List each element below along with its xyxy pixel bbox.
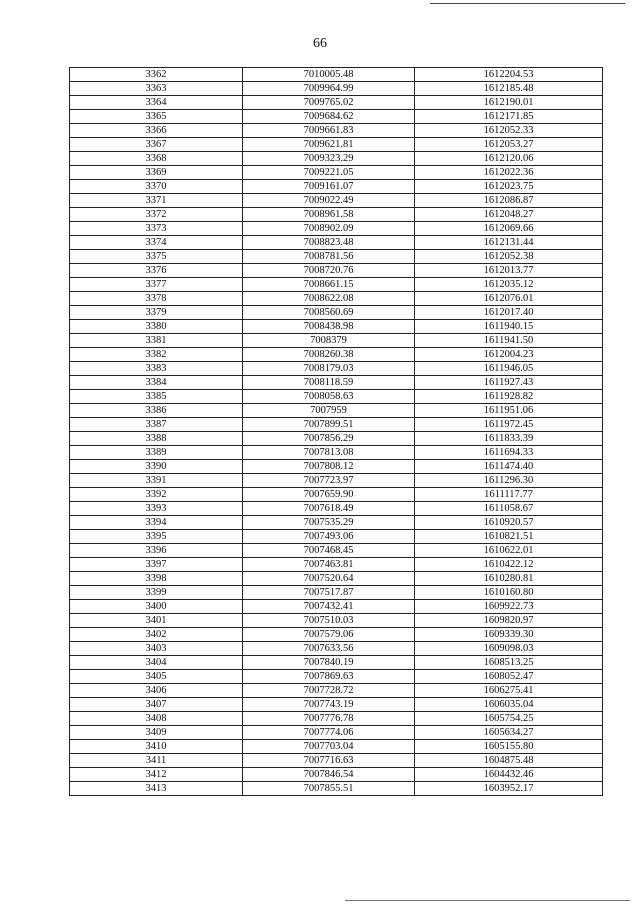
table-row — [70, 264, 603, 278]
x-coordinate-cell: 7007659.90 — [243, 488, 415, 502]
point-number-cell: 3395 — [70, 530, 243, 544]
x-coordinate-cell: 7007743.19 — [243, 698, 415, 712]
x-coordinate-cell: 7007463.81 — [243, 558, 415, 572]
x-coordinate-cell: 7009022.49 — [243, 194, 415, 208]
x-coordinate-cell: 7007808.12 — [243, 460, 415, 474]
table-row — [70, 488, 603, 502]
point-number-cell: 3389 — [70, 446, 243, 460]
table-row — [70, 222, 603, 236]
point-number-cell: 3411 — [70, 754, 243, 768]
x-coordinate-cell: 7008720.76 — [243, 264, 415, 278]
table-row — [70, 306, 603, 320]
point-number-cell: 3403 — [70, 642, 243, 656]
point-number-cell: 3393 — [70, 502, 243, 516]
x-coordinate-cell: 7007899.51 — [243, 418, 415, 432]
y-coordinate-cell: 1612013.77 — [415, 264, 603, 278]
y-coordinate-cell: 1611694.33 — [415, 446, 603, 460]
y-coordinate-cell: 1612053.27 — [415, 138, 603, 152]
x-coordinate-cell: 7007520.64 — [243, 572, 415, 586]
y-coordinate-cell: 1611117.77 — [415, 488, 603, 502]
point-number-cell: 3380 — [70, 320, 243, 334]
x-coordinate-cell: 7007813.08 — [243, 446, 415, 460]
x-coordinate-cell: 7007517.87 — [243, 586, 415, 600]
table-row — [70, 544, 603, 558]
point-number-cell: 3394 — [70, 516, 243, 530]
table-row — [70, 404, 603, 418]
y-coordinate-cell: 1612076.01 — [415, 292, 603, 306]
table-row — [70, 726, 603, 740]
point-number-cell: 3372 — [70, 208, 243, 222]
point-number-cell: 3396 — [70, 544, 243, 558]
y-coordinate-cell: 1612171.85 — [415, 110, 603, 124]
y-coordinate-cell: 1612023.75 — [415, 180, 603, 194]
point-number-cell: 3377 — [70, 278, 243, 292]
y-coordinate-cell: 1609098.03 — [415, 642, 603, 656]
x-coordinate-cell: 7007633.56 — [243, 642, 415, 656]
table-row — [70, 152, 603, 166]
point-number-cell: 3374 — [70, 236, 243, 250]
table-row — [70, 334, 603, 348]
x-coordinate-cell: 7008781.56 — [243, 250, 415, 264]
point-number-cell: 3371 — [70, 194, 243, 208]
x-coordinate-cell: 7008961.58 — [243, 208, 415, 222]
x-coordinate-cell: 7010005.48 — [243, 68, 415, 82]
point-number-cell: 3375 — [70, 250, 243, 264]
y-coordinate-cell: 1606035.04 — [415, 698, 603, 712]
x-coordinate-cell: 7009765.02 — [243, 96, 415, 110]
x-coordinate-cell: 7007493.06 — [243, 530, 415, 544]
table-row — [70, 292, 603, 306]
y-coordinate-cell: 1612204.53 — [415, 68, 603, 82]
table-row — [70, 348, 603, 362]
table-row — [70, 250, 603, 264]
y-coordinate-cell: 1612185.48 — [415, 82, 603, 96]
table-row — [70, 516, 603, 530]
table-row — [70, 684, 603, 698]
table-row — [70, 376, 603, 390]
y-coordinate-cell: 1612069.66 — [415, 222, 603, 236]
point-number-cell: 3400 — [70, 600, 243, 614]
point-number-cell: 3381 — [70, 334, 243, 348]
y-coordinate-cell: 1611941.50 — [415, 334, 603, 348]
y-coordinate-cell: 1610920.57 — [415, 516, 603, 530]
x-coordinate-cell: 7009323.29 — [243, 152, 415, 166]
table-row — [70, 614, 603, 628]
table-row — [70, 110, 603, 124]
bottom-edge-rule — [345, 900, 630, 901]
point-number-cell: 3413 — [70, 782, 243, 796]
x-coordinate-cell: 7008179.03 — [243, 362, 415, 376]
table-row — [70, 194, 603, 208]
y-coordinate-cell: 1612004.23 — [415, 348, 603, 362]
point-number-cell: 3376 — [70, 264, 243, 278]
table-row — [70, 320, 603, 334]
y-coordinate-cell: 1612017.40 — [415, 306, 603, 320]
point-number-cell: 3387 — [70, 418, 243, 432]
x-coordinate-cell: 7007840.19 — [243, 656, 415, 670]
x-coordinate-cell: 7008260.38 — [243, 348, 415, 362]
point-number-cell: 3391 — [70, 474, 243, 488]
point-number-cell: 3373 — [70, 222, 243, 236]
y-coordinate-cell: 1612120.06 — [415, 152, 603, 166]
y-coordinate-cell: 1610622.01 — [415, 544, 603, 558]
point-number-cell: 3386 — [70, 404, 243, 418]
x-coordinate-cell: 7008118.59 — [243, 376, 415, 390]
x-coordinate-cell: 7007618.49 — [243, 502, 415, 516]
table-row — [70, 96, 603, 110]
table-row — [70, 208, 603, 222]
y-coordinate-cell: 1611474.40 — [415, 460, 603, 474]
x-coordinate-cell: 7008379 — [243, 334, 415, 348]
x-coordinate-cell: 7009661.83 — [243, 124, 415, 138]
coordinates-table — [69, 67, 603, 796]
x-coordinate-cell: 7009684.62 — [243, 110, 415, 124]
table-row — [70, 166, 603, 180]
y-coordinate-cell: 1608052.47 — [415, 670, 603, 684]
x-coordinate-cell: 7007959 — [243, 404, 415, 418]
x-coordinate-cell: 7007703.04 — [243, 740, 415, 754]
table-row — [70, 138, 603, 152]
point-number-cell: 3390 — [70, 460, 243, 474]
table-row — [70, 698, 603, 712]
y-coordinate-cell: 1606275.41 — [415, 684, 603, 698]
x-coordinate-cell: 7009161.07 — [243, 180, 415, 194]
table-row — [70, 418, 603, 432]
point-number-cell: 3404 — [70, 656, 243, 670]
x-coordinate-cell: 7008622.08 — [243, 292, 415, 306]
page-number: 66 — [313, 36, 327, 51]
point-number-cell: 3406 — [70, 684, 243, 698]
y-coordinate-cell: 1612052.33 — [415, 124, 603, 138]
table-row — [70, 600, 603, 614]
y-coordinate-cell: 1610422.12 — [415, 558, 603, 572]
x-coordinate-cell: 7007856.29 — [243, 432, 415, 446]
y-coordinate-cell: 1612086.87 — [415, 194, 603, 208]
point-number-cell: 3384 — [70, 376, 243, 390]
point-number-cell: 3363 — [70, 82, 243, 96]
x-coordinate-cell: 7007855.51 — [243, 782, 415, 796]
x-coordinate-cell: 7009621.81 — [243, 138, 415, 152]
x-coordinate-cell: 7007510.03 — [243, 614, 415, 628]
table-row — [70, 740, 603, 754]
table-row — [70, 502, 603, 516]
point-number-cell: 3409 — [70, 726, 243, 740]
x-coordinate-cell: 7008438.98 — [243, 320, 415, 334]
point-number-cell: 3383 — [70, 362, 243, 376]
x-coordinate-cell: 7009964.99 — [243, 82, 415, 96]
table-row — [70, 558, 603, 572]
table-row — [70, 390, 603, 404]
point-number-cell: 3362 — [70, 68, 243, 82]
table-row — [70, 236, 603, 250]
x-coordinate-cell: 7007776.78 — [243, 712, 415, 726]
y-coordinate-cell: 1612035.12 — [415, 278, 603, 292]
y-coordinate-cell: 1604875.48 — [415, 754, 603, 768]
table-row — [70, 530, 603, 544]
x-coordinate-cell: 7007468.45 — [243, 544, 415, 558]
y-coordinate-cell: 1611833.39 — [415, 432, 603, 446]
y-coordinate-cell: 1609922.73 — [415, 600, 603, 614]
top-edge-rule — [430, 3, 625, 4]
point-number-cell: 3370 — [70, 180, 243, 194]
x-coordinate-cell: 7008058.63 — [243, 390, 415, 404]
x-coordinate-cell: 7007846.54 — [243, 768, 415, 782]
x-coordinate-cell: 7008560.69 — [243, 306, 415, 320]
table-row — [70, 432, 603, 446]
point-number-cell: 3405 — [70, 670, 243, 684]
table-row — [70, 628, 603, 642]
table-row — [70, 82, 603, 96]
y-coordinate-cell: 1610821.51 — [415, 530, 603, 544]
point-number-cell: 3388 — [70, 432, 243, 446]
x-coordinate-cell: 7007774.06 — [243, 726, 415, 740]
table-row — [70, 656, 603, 670]
table-row — [70, 446, 603, 460]
y-coordinate-cell: 1612131.44 — [415, 236, 603, 250]
y-coordinate-cell: 1612048.27 — [415, 208, 603, 222]
point-number-cell: 3392 — [70, 488, 243, 502]
y-coordinate-cell: 1604432.46 — [415, 768, 603, 782]
point-number-cell: 3412 — [70, 768, 243, 782]
point-number-cell: 3369 — [70, 166, 243, 180]
x-coordinate-cell: 7007716.63 — [243, 754, 415, 768]
table-row — [70, 712, 603, 726]
x-coordinate-cell: 7008661.15 — [243, 278, 415, 292]
y-coordinate-cell: 1611946.05 — [415, 362, 603, 376]
y-coordinate-cell: 1611058.67 — [415, 502, 603, 516]
x-coordinate-cell: 7009221.05 — [243, 166, 415, 180]
table-row — [70, 642, 603, 656]
coordinates-table-body — [70, 68, 603, 796]
y-coordinate-cell: 1611928.82 — [415, 390, 603, 404]
table-row — [70, 586, 603, 600]
point-number-cell: 3398 — [70, 572, 243, 586]
y-coordinate-cell: 1612052.38 — [415, 250, 603, 264]
point-number-cell: 3402 — [70, 628, 243, 642]
point-number-cell: 3378 — [70, 292, 243, 306]
x-coordinate-cell: 7007432.41 — [243, 600, 415, 614]
y-coordinate-cell: 1609820.97 — [415, 614, 603, 628]
point-number-cell: 3399 — [70, 586, 243, 600]
table-row — [70, 768, 603, 782]
point-number-cell: 3366 — [70, 124, 243, 138]
point-number-cell: 3364 — [70, 96, 243, 110]
x-coordinate-cell: 7007728.72 — [243, 684, 415, 698]
table-row — [70, 460, 603, 474]
y-coordinate-cell: 1605634.27 — [415, 726, 603, 740]
x-coordinate-cell: 7007723.97 — [243, 474, 415, 488]
y-coordinate-cell: 1610160.80 — [415, 586, 603, 600]
table-row — [70, 278, 603, 292]
table-row — [70, 572, 603, 586]
point-number-cell: 3410 — [70, 740, 243, 754]
point-number-cell: 3385 — [70, 390, 243, 404]
x-coordinate-cell: 7007869.63 — [243, 670, 415, 684]
point-number-cell: 3408 — [70, 712, 243, 726]
y-coordinate-cell: 1612022.36 — [415, 166, 603, 180]
x-coordinate-cell: 7008902.09 — [243, 222, 415, 236]
y-coordinate-cell: 1609339.30 — [415, 628, 603, 642]
x-coordinate-cell: 7007579.06 — [243, 628, 415, 642]
point-number-cell: 3407 — [70, 698, 243, 712]
table-row — [70, 124, 603, 138]
y-coordinate-cell: 1603952.17 — [415, 782, 603, 796]
y-coordinate-cell: 1611972.45 — [415, 418, 603, 432]
point-number-cell: 3368 — [70, 152, 243, 166]
y-coordinate-cell: 1605754.25 — [415, 712, 603, 726]
point-number-cell: 3401 — [70, 614, 243, 628]
point-number-cell: 3382 — [70, 348, 243, 362]
table-row — [70, 180, 603, 194]
table-row — [70, 68, 603, 82]
point-number-cell: 3365 — [70, 110, 243, 124]
y-coordinate-cell: 1611951.06 — [415, 404, 603, 418]
table-row — [70, 670, 603, 684]
y-coordinate-cell: 1608513.25 — [415, 656, 603, 670]
y-coordinate-cell: 1610280.81 — [415, 572, 603, 586]
table-row — [70, 474, 603, 488]
table-row — [70, 362, 603, 376]
x-coordinate-cell: 7008823.48 — [243, 236, 415, 250]
y-coordinate-cell: 1611296.30 — [415, 474, 603, 488]
y-coordinate-cell: 1611927.43 — [415, 376, 603, 390]
table-row — [70, 754, 603, 768]
y-coordinate-cell: 1612190.01 — [415, 96, 603, 110]
x-coordinate-cell: 7007535.29 — [243, 516, 415, 530]
table-row — [70, 782, 603, 796]
point-number-cell: 3367 — [70, 138, 243, 152]
y-coordinate-cell: 1611940.15 — [415, 320, 603, 334]
point-number-cell: 3379 — [70, 306, 243, 320]
y-coordinate-cell: 1605155.80 — [415, 740, 603, 754]
point-number-cell: 3397 — [70, 558, 243, 572]
